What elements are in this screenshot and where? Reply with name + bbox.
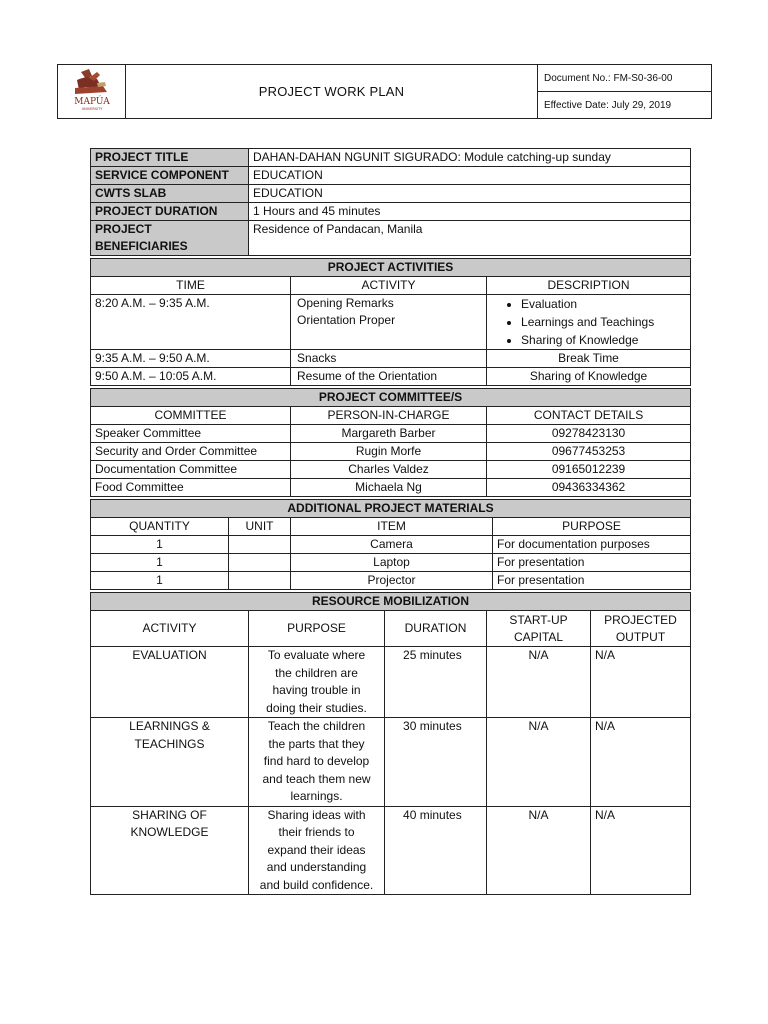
resource-row: [91, 718, 691, 807]
mapua-logo-icon: [67, 66, 117, 112]
activities-section-title: PROJECT ACTIVITIES: [91, 259, 691, 277]
resource-purpose: [249, 718, 385, 807]
material-row: [91, 554, 691, 572]
info-label: SERVICE COMPONENT: [91, 167, 249, 185]
material-purpose: For documentation purposes: [493, 536, 691, 554]
header-line: PROJECTED: [604, 612, 677, 627]
info-row: [91, 221, 691, 256]
description-bullet-list: [491, 295, 686, 349]
resource-activity-line: KNOWLEDGE: [130, 825, 209, 839]
resources-header-duration: DURATION: [385, 611, 487, 647]
committee-name: Security and Order Committee: [91, 443, 291, 461]
resources-header-purpose: PURPOSE: [249, 611, 385, 647]
activity-row: [91, 368, 691, 386]
resource-activity: [91, 647, 249, 718]
activity-name: [291, 295, 487, 350]
resource-purpose-line: the children are: [275, 665, 358, 680]
resource-purpose-line: doing their studies.: [266, 700, 367, 715]
person-in-charge: Rugin Morfe: [291, 443, 487, 461]
info-row: [91, 185, 691, 203]
resource-output: N/A: [591, 806, 691, 895]
activities-header-description: DESCRIPTION: [487, 277, 691, 295]
document-header: [57, 64, 712, 119]
resource-output: N/A: [591, 718, 691, 807]
material-item: Laptop: [291, 554, 493, 572]
logo-text: MAPÚA: [73, 97, 110, 107]
resources-header-activity: ACTIVITY: [91, 611, 249, 647]
material-purpose: For presentation: [493, 572, 691, 590]
material-quantity: 1: [91, 572, 229, 590]
description-bullet: • Learnings and Teachings: [521, 313, 686, 331]
committees-section-title: PROJECT COMMITTEE/S: [91, 389, 691, 407]
committee-name: Documentation Committee: [91, 461, 291, 479]
materials-header-item: ITEM: [291, 518, 493, 536]
resource-purpose-line: Sharing ideas with: [267, 807, 366, 822]
committee-name: Food Committee: [91, 479, 291, 497]
materials-section-title: ADDITIONAL PROJECT MATERIALS: [91, 500, 691, 518]
activity-description: [487, 295, 691, 350]
resource-capital: N/A: [487, 647, 591, 718]
material-unit: [229, 536, 291, 554]
resource-duration: 40 minutes: [385, 806, 487, 895]
info-label: PROJECT DURATION: [91, 203, 249, 221]
activity-time: 9:50 A.M. – 10:05 A.M.: [91, 368, 291, 386]
resource-purpose-line: and teach them new: [262, 771, 371, 786]
resource-purpose-line: their friends to: [278, 825, 355, 839]
activity-line: Orientation Proper: [297, 313, 396, 327]
activities-header-time: TIME: [91, 277, 291, 295]
resource-purpose-line: and build confidence.: [259, 877, 374, 892]
resource-activity: [91, 806, 249, 895]
resource-purpose-line: the parts that they: [268, 736, 365, 751]
activity-time: 8:20 A.M. – 9:35 A.M.: [91, 295, 291, 350]
contact-number: 09165012239: [487, 461, 691, 479]
resource-row: [91, 647, 691, 718]
info-label: CWTS SLAB: [91, 185, 249, 203]
activity-description: Break Time: [487, 350, 691, 368]
project-work-plan-table: [90, 148, 691, 895]
activity-name: Snacks: [291, 350, 487, 368]
resource-activity-line: EVALUATION: [132, 648, 207, 662]
activity-row: [91, 350, 691, 368]
resource-purpose-line: learnings.: [290, 789, 343, 803]
person-in-charge: Charles Valdez: [291, 461, 487, 479]
info-value: Residence of Pandacan, Manila: [249, 221, 691, 256]
resource-row: [91, 806, 691, 895]
resource-activity: [91, 718, 249, 807]
resource-output: N/A: [591, 647, 691, 718]
info-value: EDUCATION: [249, 185, 691, 203]
resources-header-output: [591, 611, 691, 647]
resource-capital: N/A: [487, 806, 591, 895]
header-line: OUTPUT: [615, 629, 666, 644]
activity-line: Opening Remarks: [297, 296, 394, 310]
resource-activity-line: SHARING OF: [132, 807, 207, 822]
person-in-charge: Margareth Barber: [291, 425, 487, 443]
resource-purpose-line: Teach the children: [267, 719, 366, 733]
page-title: PROJECT WORK PLAN: [126, 65, 538, 119]
activity-time: 9:35 A.M. – 9:50 A.M.: [91, 350, 291, 368]
material-purpose: For presentation: [493, 554, 691, 572]
header-line: START-UP: [509, 612, 568, 627]
activity-name: Resume of the Orientation: [291, 368, 487, 386]
resources-header-capital: [487, 611, 591, 647]
info-value: EDUCATION: [249, 167, 691, 185]
info-row: [91, 203, 691, 221]
description-bullet: • Sharing of Knowledge: [521, 331, 686, 349]
info-label: PROJECT BENEFICIARIES: [91, 221, 249, 256]
materials-header-purpose: PURPOSE: [493, 518, 691, 536]
resource-capital: N/A: [487, 718, 591, 807]
committee-name: Speaker Committee: [91, 425, 291, 443]
resource-purpose: [249, 647, 385, 718]
material-item: Camera: [291, 536, 493, 554]
logo-cell: [58, 65, 126, 119]
info-label: PROJECT TITLE: [91, 149, 249, 167]
document-number: Document No.: FM-S0-36-00: [538, 65, 712, 92]
info-row: [91, 167, 691, 185]
activity-row: [91, 295, 691, 350]
resource-activity-line: LEARNINGS &: [129, 719, 210, 733]
material-row: [91, 536, 691, 554]
material-unit: [229, 572, 291, 590]
contact-number: 09436334362: [487, 479, 691, 497]
resource-purpose: [249, 806, 385, 895]
effective-date: Effective Date: July 29, 2019: [538, 92, 712, 119]
material-quantity: 1: [91, 536, 229, 554]
logo-subtext: UNIVERSITY: [81, 107, 102, 111]
resource-purpose-line: expand their ideas: [267, 842, 366, 857]
committee-row: [91, 425, 691, 443]
resource-duration: 25 minutes: [385, 647, 487, 718]
committees-header-contact: CONTACT DETAILS: [487, 407, 691, 425]
resource-duration: 30 minutes: [385, 718, 487, 807]
committee-row: [91, 443, 691, 461]
info-value: 1 Hours and 45 minutes: [249, 203, 691, 221]
person-in-charge: Michaela Ng: [291, 479, 487, 497]
activity-description: Sharing of Knowledge: [487, 368, 691, 386]
header-line: CAPITAL: [513, 629, 564, 644]
committee-row: [91, 461, 691, 479]
contact-number: 09677453253: [487, 443, 691, 461]
description-bullet: • Evaluation: [521, 295, 686, 313]
material-quantity: 1: [91, 554, 229, 572]
committees-header-committee: COMMITTEE: [91, 407, 291, 425]
resource-activity-line: TEACHINGS: [134, 736, 205, 751]
committee-row: [91, 479, 691, 497]
material-item: Projector: [291, 572, 493, 590]
resources-section-title: RESOURCE MOBILIZATION: [91, 593, 691, 611]
material-unit: [229, 554, 291, 572]
material-row: [91, 572, 691, 590]
resource-purpose-line: having trouble in: [272, 683, 361, 697]
materials-header-unit: UNIT: [229, 518, 291, 536]
activities-header-activity: ACTIVITY: [291, 277, 487, 295]
info-row: [91, 149, 691, 167]
resource-purpose-line: find hard to develop: [263, 754, 370, 768]
info-value: DAHAN-DAHAN NGUNIT SIGURADO: Module catching-up sunday: [249, 149, 691, 167]
committees-header-person: PERSON-IN-CHARGE: [291, 407, 487, 425]
resource-purpose-line: and understanding: [266, 860, 367, 874]
resource-purpose-line: To evaluate where: [267, 648, 366, 662]
materials-header-quantity: QUANTITY: [91, 518, 229, 536]
contact-number: 09278423130: [487, 425, 691, 443]
